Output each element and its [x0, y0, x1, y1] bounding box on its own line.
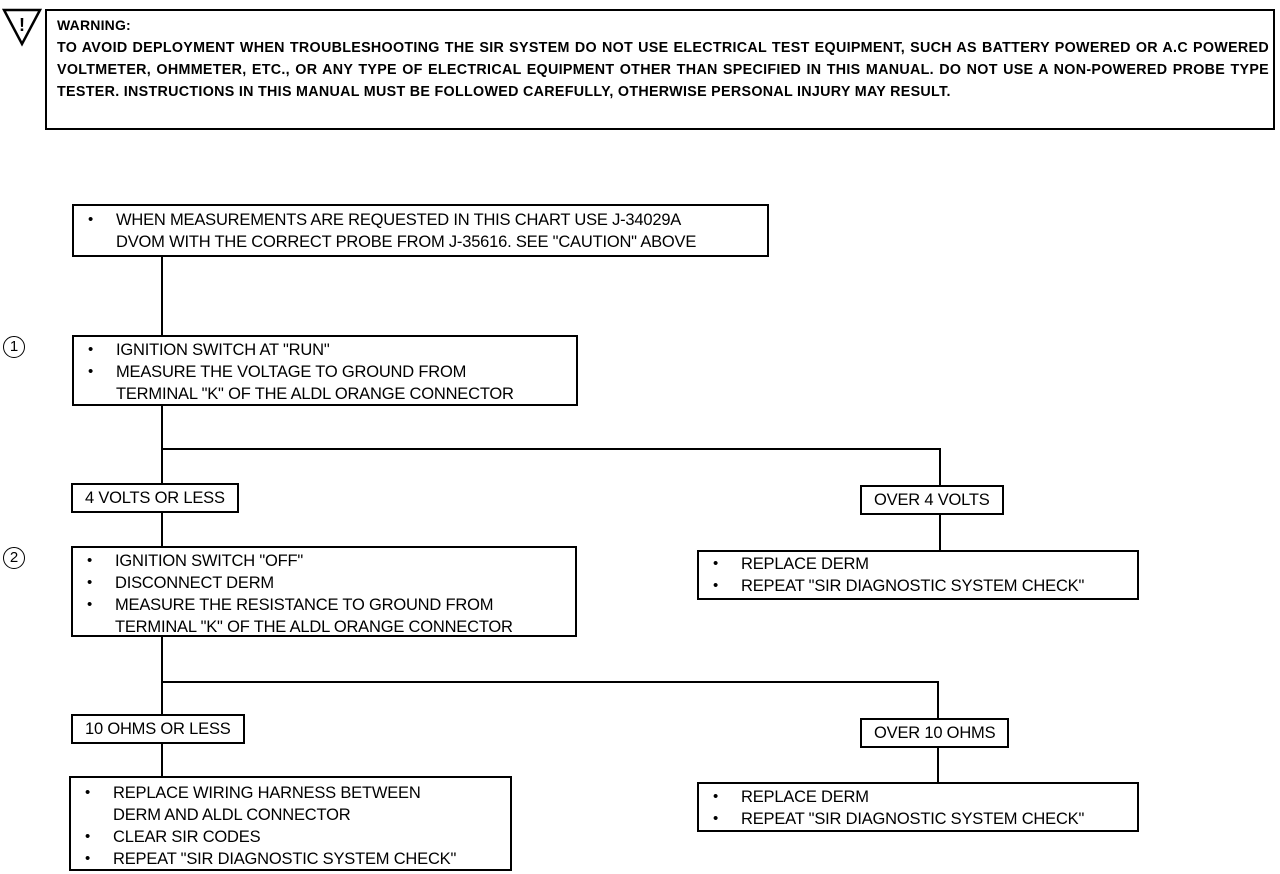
step-number-1: 1	[3, 336, 25, 358]
step1-item: • IGNITION SWITCH AT "RUN"	[74, 339, 576, 361]
label-over-4-volts: OVER 4 VOLTS	[860, 485, 1004, 515]
intro-box	[72, 204, 769, 257]
replace-harness-box	[69, 776, 512, 871]
label-10-ohms-or-less: 10 OHMS OR LESS	[71, 714, 245, 744]
warning-text: TO AVOID DEPLOYMENT WHEN TROUBLESHOOTING THE SIR SYSTEM DO NOT USE ELECTRICAL TEST EQUIPMENT, SUCH AS BATTERY POWERED OR A.C POWERED VOLTMETER, OHMMETER, ETC., OR ANY TYPE OF ELECTRICAL EQUIPMENT OTHER THAN SPECIFIED IN THIS MANUAL. DO NOT USE A NON-POWERED PROBE TYPE TESTER. INSTRUCTIONS IN THIS MANUAL MUST BE FOLLOWED CAREFULLY, OTHERWISE PERSONAL INJURY MAY RESULT.	[57, 40, 1269, 100]
harness-item: • CLEAR SIR CODES	[71, 826, 510, 848]
label-4-volts-or-less: 4 VOLTS OR LESS	[71, 483, 239, 513]
step1-box	[72, 335, 578, 406]
label-over-10-ohms: OVER 10 OHMS	[860, 718, 1009, 748]
step2-box	[71, 546, 577, 637]
step1-item-continued: TERMINAL "K" OF THE ALDL ORANGE CONNECTOR	[116, 385, 514, 403]
replace-derm-item: • REPLACE DERM	[699, 553, 1137, 575]
warning-triangle-icon	[2, 6, 42, 48]
intro-line-1: • WHEN MEASUREMENTS ARE REQUESTED IN THIS CHART USE J-34029A	[74, 209, 767, 231]
warning-title: WARNING:	[57, 17, 131, 33]
step1-item: • MEASURE THE VOLTAGE TO GROUND FROM	[74, 361, 576, 383]
svg-text:!: !	[19, 15, 25, 35]
step2-item: • MEASURE THE RESISTANCE TO GROUND FROM	[73, 594, 575, 616]
warning-box	[45, 9, 1275, 130]
harness-item: • REPLACE WIRING HARNESS BETWEEN	[71, 782, 510, 804]
intro-line-2: DVOM WITH THE CORRECT PROBE FROM J-35616. SEE "CAUTION" ABOVE	[116, 233, 697, 251]
harness-item-continued: DERM AND ALDL CONNECTOR	[113, 806, 351, 824]
step2-item: • IGNITION SWITCH "OFF"	[73, 550, 575, 572]
replace-derm-item: • REPLACE DERM	[699, 786, 1137, 808]
step2-item-continued: TERMINAL "K" OF THE ALDL ORANGE CONNECTOR	[115, 618, 513, 636]
step-number-2: 2	[3, 547, 25, 569]
replace-derm-item: • REPEAT "SIR DIAGNOSTIC SYSTEM CHECK"	[699, 808, 1137, 830]
step2-item: • DISCONNECT DERM	[73, 572, 575, 594]
connector-branch1-right	[162, 449, 940, 485]
connector-branch2-right	[162, 682, 938, 718]
replace-derm-box-2	[697, 782, 1139, 832]
harness-item: • REPEAT "SIR DIAGNOSTIC SYSTEM CHECK"	[71, 848, 510, 870]
replace-derm-box-1	[697, 550, 1139, 600]
replace-derm-item: • REPEAT "SIR DIAGNOSTIC SYSTEM CHECK"	[699, 575, 1137, 597]
